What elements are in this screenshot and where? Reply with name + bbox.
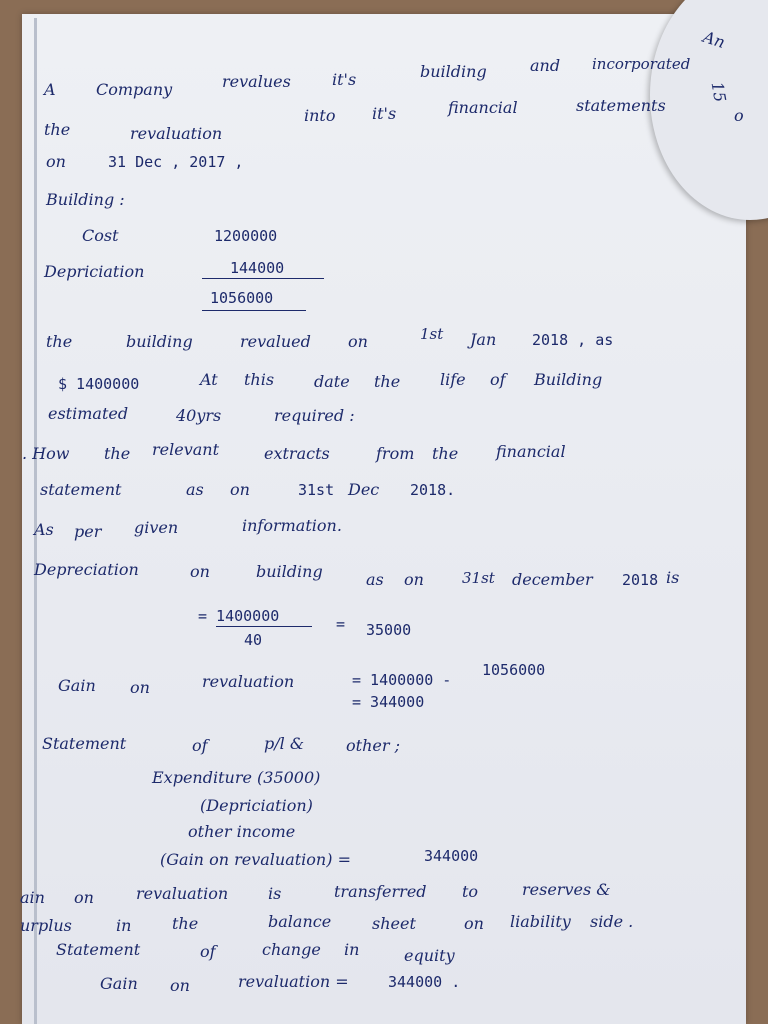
text-l25a: Gain xyxy=(100,974,138,993)
text-l12f: 2018. xyxy=(410,481,456,499)
text-l2a: the xyxy=(44,120,71,139)
text-l24b: of xyxy=(200,942,216,961)
text-l16c: revaluation xyxy=(202,672,295,691)
text-l17d: other ; xyxy=(346,736,400,755)
fraction-bar xyxy=(216,626,312,627)
text-l10c: required : xyxy=(274,406,355,425)
corner-text-an: An xyxy=(700,27,728,52)
text-l25c: revaluation = xyxy=(238,972,349,991)
text-l16f: = 344000 xyxy=(352,693,425,711)
text-l2c: into xyxy=(304,106,336,125)
text-l12b: as xyxy=(186,480,204,499)
text-l16a: Gain xyxy=(58,676,96,695)
text-l24c: change xyxy=(262,940,321,959)
text-l22c: revaluation xyxy=(136,884,229,903)
text-l14f: 31st xyxy=(462,569,495,587)
text-l11b: the xyxy=(104,444,131,463)
text-l23h: side . xyxy=(590,912,634,931)
text-l7: 1056000 xyxy=(210,289,274,307)
text-l23f: on xyxy=(464,914,484,933)
text-l11e: from xyxy=(376,444,415,463)
subtotal-line xyxy=(202,278,324,279)
text-l6b: 144000 xyxy=(230,259,285,277)
text-l12a: statement xyxy=(40,480,122,499)
text-l11c: relevant xyxy=(152,440,220,459)
text-l23g: liability xyxy=(510,912,571,931)
text-l9d: date xyxy=(314,372,350,391)
text-l10b: 40yrs xyxy=(176,406,222,425)
text-l3b: 31 Dec , 2017 , xyxy=(108,153,244,171)
text-l16b: on xyxy=(130,678,150,697)
text-l2b: revaluation xyxy=(130,124,223,143)
text-l4: Building : xyxy=(46,190,125,209)
text-l12d: 31st xyxy=(298,481,335,499)
text-l1c: revalues xyxy=(222,72,291,91)
text-l6a: Depriciation xyxy=(44,262,145,281)
text-l9b: At xyxy=(200,370,218,389)
text-l14c: building xyxy=(256,562,323,581)
corner-text-15: 15 xyxy=(707,80,730,104)
text-l18: Expenditure (35000) xyxy=(152,768,321,787)
text-l1f: and xyxy=(530,56,561,75)
text-l21a: (Gain on revaluation) = xyxy=(160,850,351,869)
text-l23a: urplus xyxy=(20,916,72,935)
text-l2d: it's xyxy=(372,104,397,123)
text-l14b: on xyxy=(190,562,210,581)
text-l23e: sheet xyxy=(372,914,416,933)
text-l15b: 40 xyxy=(244,631,263,649)
text-l9e: the xyxy=(374,372,401,391)
text-l9h: Building xyxy=(534,370,603,389)
text-l11a: . How xyxy=(22,444,70,463)
text-l8d: on xyxy=(348,332,368,351)
corner-text-o: o xyxy=(734,106,744,125)
text-l22a: ain xyxy=(20,888,45,907)
text-l17c: p/l & xyxy=(264,734,305,753)
text-l10a: estimated xyxy=(48,404,129,423)
text-l1d: it's xyxy=(332,70,357,89)
text-l22f: to xyxy=(462,882,479,901)
text-l24a: Statement xyxy=(56,940,141,959)
text-l24e: equity xyxy=(404,946,455,965)
text-l12e: Dec xyxy=(348,480,380,499)
text-l23b: in xyxy=(116,916,132,935)
text-l14a: Depreciation xyxy=(34,560,139,579)
text-l22d: is xyxy=(268,884,282,903)
text-l1b: Company xyxy=(96,80,173,99)
text-l8b: building xyxy=(126,332,193,351)
text-l14h: 2018 xyxy=(622,571,659,589)
text-l13b: per xyxy=(74,522,102,541)
text-l11d: extracts xyxy=(264,444,330,463)
text-l8f: Jan xyxy=(470,330,497,349)
text-l15a: = 1400000 xyxy=(198,607,280,625)
text-l2f: statements xyxy=(576,96,666,115)
text-l11f: the xyxy=(432,444,459,463)
text-l1a: A xyxy=(44,80,56,99)
text-l15c: = xyxy=(336,615,346,633)
text-l21b: 344000 xyxy=(424,847,479,865)
text-l23c: the xyxy=(172,914,199,933)
text-l12c: on xyxy=(230,480,250,499)
total-underline xyxy=(202,310,306,311)
text-l25d: 344000 . xyxy=(388,973,461,991)
text-l17a: Statement xyxy=(42,734,127,753)
text-l8c: revalued xyxy=(240,332,311,351)
text-l9g: of xyxy=(490,370,506,389)
text-l3a: on xyxy=(46,152,66,171)
text-l11g: financial xyxy=(496,442,566,461)
text-l13c: given xyxy=(134,518,179,537)
text-l22b: on xyxy=(74,888,94,907)
text-l24d: in xyxy=(344,940,360,959)
text-l8e: 1st xyxy=(420,325,444,343)
text-l5a: Cost xyxy=(82,226,119,245)
text-l1e: building xyxy=(420,62,487,81)
text-l13a: As xyxy=(34,520,54,539)
text-l1g: incorporated xyxy=(592,55,691,73)
text-l9c: this xyxy=(244,370,275,389)
text-l25b: on xyxy=(170,976,190,995)
text-l9f: life xyxy=(440,370,466,389)
text-l8g: 2018 , as xyxy=(532,331,614,349)
text-l15d: 35000 xyxy=(366,621,412,639)
text-l14e: on xyxy=(404,570,424,589)
text-l13d: information. xyxy=(242,516,342,535)
text-l9a: $ 1400000 xyxy=(58,375,140,393)
text-l16e: 1056000 xyxy=(482,661,546,679)
text-l14g: december xyxy=(512,570,593,589)
text-l16d: = 1400000 - xyxy=(352,671,452,689)
text-l8a: the xyxy=(46,332,73,351)
text-l14i: is xyxy=(666,568,680,587)
text-l14d: as xyxy=(366,570,384,589)
text-l2e: financial xyxy=(448,98,518,117)
text-l23d: balance xyxy=(268,912,332,931)
text-l20: other income xyxy=(188,822,296,841)
text-l5b: 1200000 xyxy=(214,227,278,245)
text-l22g: reserves & xyxy=(522,880,611,899)
text-l19: (Depriciation) xyxy=(200,796,313,815)
text-l22e: transferred xyxy=(334,882,427,901)
text-l17b: of xyxy=(192,736,208,755)
